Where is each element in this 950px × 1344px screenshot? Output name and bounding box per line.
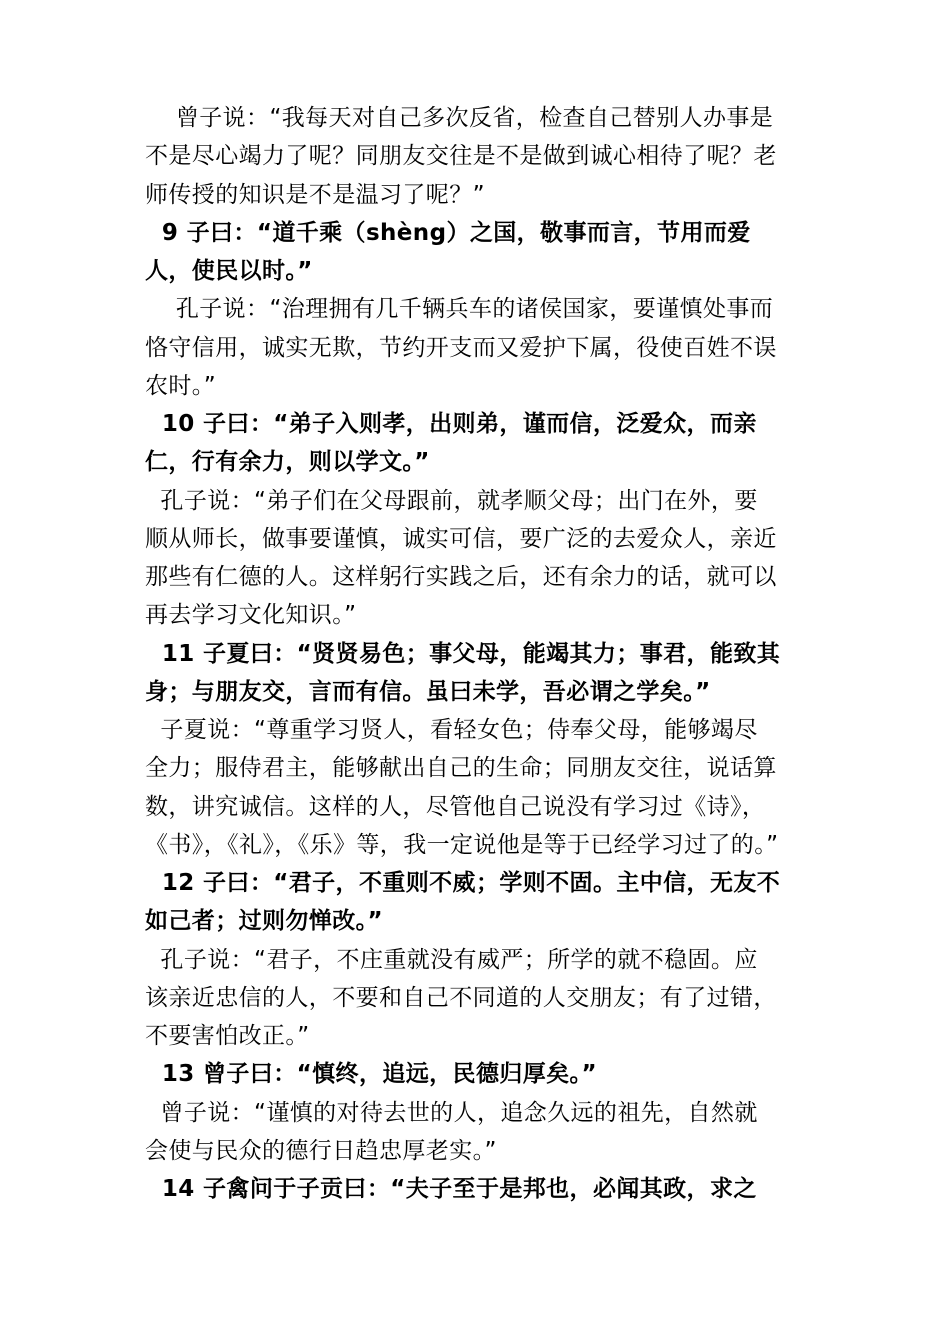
classic-quote-line: 身；与朋友交，言而有信。虽曰未学，吾必谓之学矣。”: [145, 678, 711, 705]
classic-quote-line: 12 子曰：“君子，不重则不威；学则不固。主中信，无友不: [145, 870, 781, 896]
classic-quote-line: 13 曾子曰：“慎终，追远，民德归厚矣。”: [145, 1061, 597, 1088]
classic-quote-line: 9 子曰：“道千乘（shèng）之国，敬事而言，节用而爱: [145, 219, 751, 246]
translation-line: 农时。”: [145, 372, 217, 399]
translation-line: 孔子说：“弟子们在父母跟前，就孝顺父母；出门在外，要: [145, 487, 758, 514]
translation-line: 全力；服侍君主，能够献出自己的生命；同朋友交往，说话算: [145, 755, 777, 782]
translation-line: 不是尽心竭力了呢？同朋友交往是不是做到诚心相待了呢？老: [145, 143, 777, 170]
translation-line: 《书》，《礼》，《乐》等，我一定说他是等于已经学习过了的。”: [145, 831, 779, 858]
classic-quote-line: 人，使民以时。”: [145, 258, 313, 284]
classic-quote-line: 11 子夏曰：“贤贤易色；事父母，能竭其力；事君，能致其: [145, 640, 781, 667]
classic-quote-line: 仁，行有余力，则以学文。”: [145, 449, 430, 476]
translation-line: 那些有仁德的人。这样躬行实践之后，还有余力的话，就可以: [145, 564, 777, 590]
translation-line: 曾子说：“谨慎的对待去世的人，追念久远的祖先，自然就: [145, 1099, 758, 1126]
translation-line: 曾子说：“我每天对自己多次反省，检查自己替别人办事是: [145, 105, 774, 131]
translation-line: 子夏说：“尊重学习贤人，看轻女色；侍奉父母，能够竭尽: [145, 717, 758, 743]
classic-quote-line: 14 子禽问于子贡曰：“夫子至于是邦也，必闻其政，求之: [145, 1176, 757, 1202]
translation-line: 孔子说：“治理拥有几千辆兵车的诸侯国家，要谨慎处事而: [145, 296, 774, 323]
translation-line: 孔子说：“君子，不庄重就没有威严；所学的就不稳固。应: [145, 946, 758, 973]
translation-line: 恪守信用，诚实无欺，节约开支而又爱护下属，役使百姓不误: [145, 334, 777, 361]
translation-line: 数，讲究诚信。这样的人，尽管他自己说没有学习过《诗》，: [145, 793, 766, 820]
classic-quote-line: 10 子曰：“弟子入则孝，出则弟，谨而信，泛爱众，而亲: [145, 411, 757, 437]
translation-line: 会使与民众的德行日趋忠厚老实。”: [145, 1137, 497, 1164]
classic-quote-line: 如己者；过则勿惮改。”: [145, 908, 384, 935]
translation-line: 该亲近忠信的人，不要和自己不同道的人交朋友；有了过错，: [145, 984, 777, 1011]
translation-line: 顺从师长，做事要谨慎，诚实可信，要广泛的去爱众人，亲近: [145, 525, 777, 552]
translation-line: 不要害怕改正。”: [145, 1023, 310, 1049]
translation-line: 再去学习文化知识。”: [145, 602, 357, 629]
translation-line: 师传授的知识是不是温习了呢？”: [145, 181, 485, 208]
